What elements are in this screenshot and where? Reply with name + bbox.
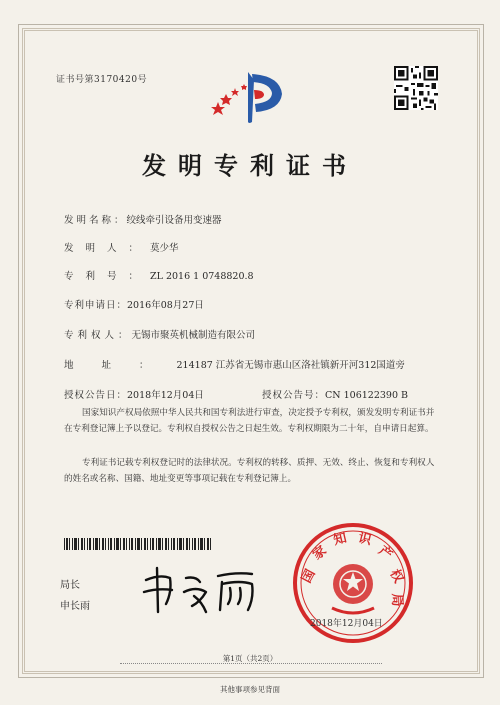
grant-number bbox=[262, 387, 408, 401]
field-label: 专利权人： bbox=[64, 330, 132, 341]
field-value: ZL 2016 1 0748820.8 bbox=[150, 271, 254, 282]
field-patentee bbox=[64, 327, 255, 341]
director-title: 局长 bbox=[60, 580, 80, 591]
grant-number-label: 授权公告号： bbox=[262, 390, 326, 401]
footer-note: 其他事项参见背面 bbox=[220, 685, 280, 694]
svg-text:产: 产 bbox=[375, 543, 395, 564]
director-signature bbox=[136, 562, 264, 618]
document-title: 发明专利证书 bbox=[142, 151, 358, 180]
field-label: 专利申请日： bbox=[64, 300, 128, 311]
grant-date-label: 授权公告日： bbox=[64, 390, 128, 401]
svg-text:家: 家 bbox=[310, 543, 330, 564]
field-value: 无锡市聚英机械制造有限公司 bbox=[131, 330, 256, 341]
grant-date-value: 2018年12月04日 bbox=[127, 390, 204, 401]
field-label: 发明名称： bbox=[64, 215, 127, 226]
field-value: 214187 江苏省无锡市惠山区洛社镇新开河312国道旁 bbox=[176, 360, 405, 371]
grant-date bbox=[64, 387, 204, 401]
svg-text:知: 知 bbox=[332, 530, 349, 549]
legal-paragraph-1: 国家知识产权局依照中华人民共和国专利法进行审查，决定授予专利权，颁发发明专利证书并在专利登记簿上予以登记。专利权自授权公告之日起生效。专利权期限为二十年，自申请日起算。 bbox=[64, 408, 435, 434]
field-value: 2016年08月27日 bbox=[127, 300, 204, 311]
barcode-icon bbox=[64, 538, 212, 550]
seal-date: 2018年12月04日 bbox=[310, 619, 383, 629]
field-inventor bbox=[64, 240, 179, 254]
certificate-number: 证书号第3170420号 bbox=[56, 75, 148, 85]
svg-text:国: 国 bbox=[299, 567, 319, 586]
field-address bbox=[64, 357, 405, 371]
field-label: 地址： bbox=[64, 360, 177, 371]
svg-text:识: 识 bbox=[356, 530, 373, 549]
director-name: 申长雨 bbox=[60, 601, 90, 612]
field-invention-name bbox=[64, 212, 222, 226]
field-value: 莫少华 bbox=[150, 243, 179, 254]
field-label: 发明人： bbox=[64, 243, 151, 254]
field-patent-number bbox=[64, 268, 254, 282]
page-count: 第1页（共2页） bbox=[222, 654, 278, 663]
patent-emblem-icon bbox=[208, 66, 294, 128]
grant-number-value: CN 106122390 B bbox=[325, 390, 409, 401]
field-application-date bbox=[64, 297, 204, 311]
svg-text:权: 权 bbox=[386, 567, 406, 586]
legal-paragraph-2: 专利证书记载专利权登记时的法律状况。专利权的转移、质押、无效、终止、恢复和专利权人的姓名或名称、国籍、地址变更等事项记载在专利登记簿上。 bbox=[64, 458, 435, 484]
qr-code-icon bbox=[394, 66, 438, 110]
field-value: 绞线牵引设备用变速器 bbox=[126, 215, 222, 226]
field-label: 专利号： bbox=[64, 271, 151, 282]
svg-text:局: 局 bbox=[389, 593, 404, 607]
